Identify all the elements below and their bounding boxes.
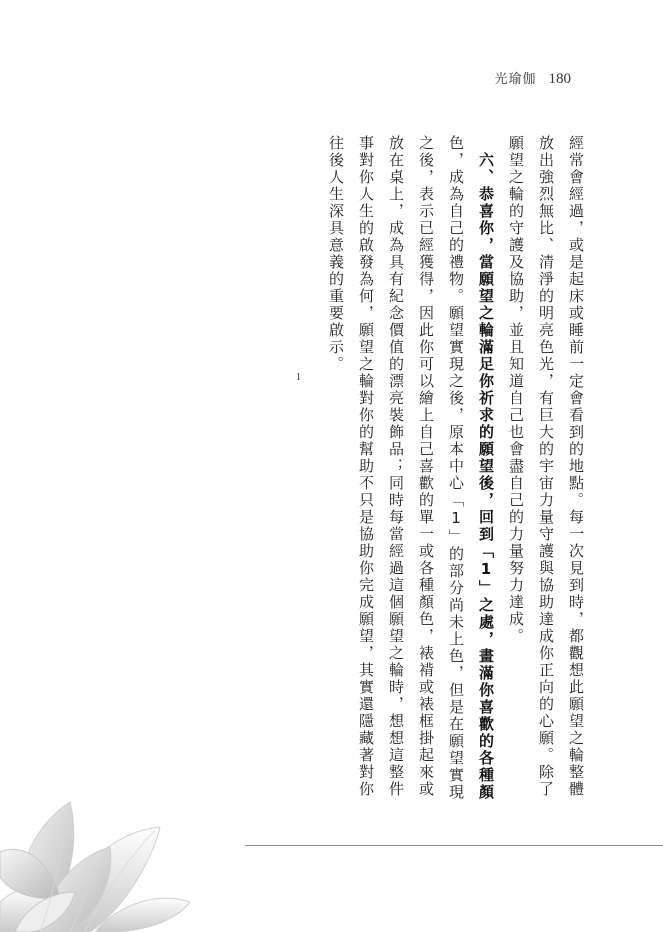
text-column-4: 六、恭喜你，當願望之輪滿足你祈求的願望後，回到「1」之處，畫滿你喜歡的各種顏 bbox=[477, 135, 495, 801]
text-column-3: 願望之輪的守護及協助，並且知道自己也會盡自己的力量努力達成。 bbox=[507, 135, 525, 645]
footer-divider bbox=[245, 845, 663, 846]
text-column-5: 色，成為自己的禮物。願望實現之後，原本中心「1」的部分尚未上色，但是在願望實現 bbox=[447, 135, 465, 801]
text-column-6: 之後，表示已經獲得，因此你可以繪上自己喜歡的單一或各種顏色，裱褙或裱框掛起來或 bbox=[417, 135, 435, 798]
text-column-2: 放出強烈無比、清淨的明亮色光，有巨大的宇宙力量守護與協助達成你正向的心願。除了 bbox=[537, 135, 555, 798]
text-column-7: 放在桌上，成為具有紀念價值的漂亮裝飾品；同時每當經過這個願望之輪時，想想這整件 bbox=[387, 135, 405, 798]
lotus-decoration-icon bbox=[0, 732, 190, 932]
body-text bbox=[305, 135, 585, 835]
text-column-8: 事對你人生的啟發為何，願望之輪對你的幫助不只是協助你完成願望，其實還隱藏著對你 bbox=[357, 135, 375, 798]
text-column-9: 往後人生深具意義的重要啟示。 bbox=[327, 135, 345, 373]
page-number: 180 bbox=[548, 71, 571, 87]
book-title: 光瑜伽 bbox=[494, 72, 537, 87]
page-header bbox=[494, 68, 571, 88]
text-column-1: 經常會經過，或是起床或睡前一定會看到的地點。每一次見到時，都觀想此願望之輪整體 bbox=[567, 135, 585, 798]
footnote-marker: 1 bbox=[296, 372, 301, 383]
